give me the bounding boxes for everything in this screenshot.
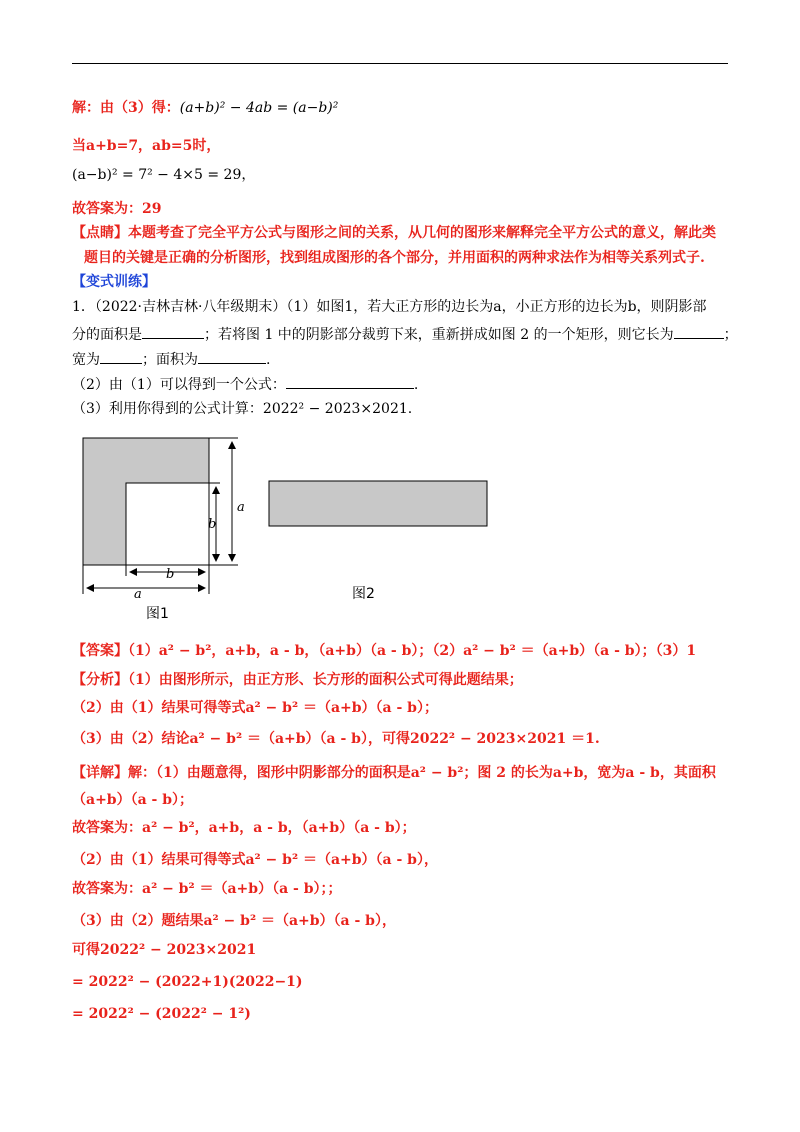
problem-text: ；面积为 [142,352,198,368]
analysis-text-1: （1）由图形所示，由正方形、长方形的面积公式可得此题结果； [128,672,523,688]
problem-line-2 [72,324,738,345]
detail-line-3: 故答案为：a² − b²，a+b，a - b，（a+b）（a - b）； [72,820,416,836]
comment-tag: 【点睛】 [72,225,128,241]
figure-1 [83,438,245,622]
figure-2 [269,481,487,602]
problem-text: （2）由（1）可以得到一个公式： [72,377,286,393]
comment-line-1 [72,223,716,243]
answer-text: （1）a² − b²，a+b，a - b，（a+b）（a - b）；（2）a² − b² ＝（a+b）（a - b）；（3）1 [128,643,697,659]
problem-text: ； [723,327,738,343]
detail-line-6: （3）由（2）题结果a² − b² ＝（a+b）（a - b）， [72,913,396,929]
detail-line-9: = 2022² − (2022² − 1²) [72,1006,251,1022]
figures [60,428,520,628]
problem-text: 宽为 [72,352,100,368]
label-a-vertical: a [237,500,245,515]
answer-blank-formula[interactable] [286,374,414,389]
problem-line-1: 1．（2022·吉林吉林·八年级期末）（1）如图1，若大正方形的边长为a，小正方形的边长为b，则阴影部 [72,299,707,315]
problem-line-5 [72,399,412,419]
answer-tag: 【答案】 [72,643,128,659]
problem-text: （3）利用你得到的公式计算： [72,401,263,417]
analysis-line-1 [72,670,523,690]
problem-text: . [266,352,271,368]
rectangle [269,481,487,526]
problem-text: 分的面积是 [72,327,142,343]
figure-2-caption: 图2 [352,586,375,602]
training-header: 【变式训练】 [72,274,156,290]
detail-line-7: 可得2022² − 2023×2021 [72,942,257,958]
detail-line-8: = 2022² − (2022+1)(2022−1) [72,974,303,990]
answer-blank-length[interactable] [674,324,724,339]
formula-expr: (a+b)² − 4ab = (a−b)² [179,100,339,116]
answer-blank-area[interactable] [198,349,266,364]
detail-line-5: 故答案为：a² − b² ＝（a+b）（a - b）；； [72,881,342,897]
detail-tag: 【详解】 [72,765,128,781]
label-b-horizontal: b [166,567,175,582]
detail-line-1 [72,763,716,783]
analysis-line-2: （2）由（1）结果可得等式a² − b² ＝（a+b）（a - b）； [72,700,438,716]
problem-line-3 [72,349,270,370]
comment-line-2: 题目的关键是正确的分析图形，找到组成图形的各个部分，并用面积的两种求法作为相等关系列式子. [84,250,705,266]
figure-1-caption: 图1 [146,606,169,622]
detail-text-1: 解：（1）由题意得，图形中阴影部分的面积是a² − b²；图 2 的长为a+b，宽为a - b，其面积 [128,765,716,781]
small-square [126,483,209,565]
label-b-vertical: b [208,517,217,532]
solution-line-4: 故答案为：29 [72,201,162,217]
detail-line-2: （a+b）（a - b）； [72,792,194,808]
analysis-tag: 【分析】 [72,672,128,688]
problem-line-4 [72,374,418,395]
problem-text: ；若将图 1 中的阴影部分裁剪下来，重新拼成如图 2 的一个矩形，则它长为 [204,327,674,343]
answer-blank-width[interactable] [100,349,142,364]
detail-line-4: （2）由（1）结果可得等式a² − b² ＝（a+b）（a - b）， [72,852,438,868]
header-rule [72,63,728,64]
solution-line-1 [72,98,338,118]
solution-line-2: 当a+b=7，ab=5时， [72,138,221,154]
answer-blank-shaded-area[interactable] [142,324,204,339]
analysis-line-3: （3）由（2）结论a² − b² ＝（a+b）（a - b），可得2022² − 2023×2021 ＝1. [72,731,600,747]
label-a-horizontal: a [134,587,142,602]
answer-line [72,641,696,661]
problem-expr: 2022² − 2023×2021. [262,401,413,417]
solution-prefix: 解：由（3）得： [72,100,180,116]
comment-text-1: 本题考查了完全平方公式与图形之间的关系，从几何的图形来解释完全平方公式的意义，解此类 [128,225,716,241]
solution-line-3: (a−b)² = 7² − 4×5 = 29， [72,167,256,183]
problem-text: . [413,377,419,393]
